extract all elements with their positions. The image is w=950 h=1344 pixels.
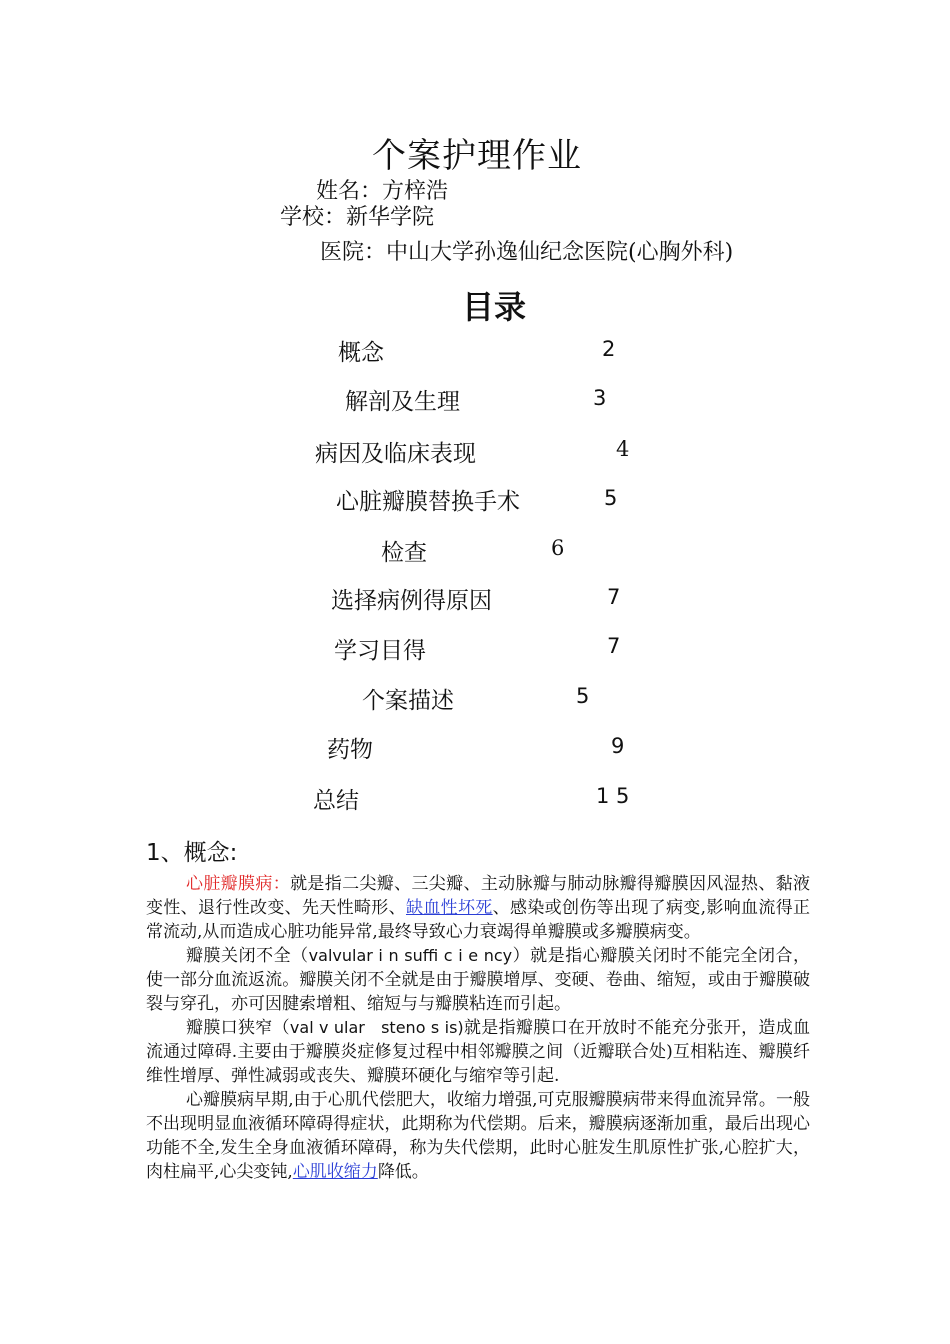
section-heading: 1、概念: <box>146 840 238 866</box>
toc-item-label: 学习目得 <box>334 638 426 664</box>
toc-item-label: 总结 <box>313 788 359 814</box>
paragraph-text: 瓣膜口狭窄（ <box>186 1018 290 1038</box>
toc-item-page: 4 <box>616 437 630 461</box>
toc-item-label: 检查 <box>381 540 427 566</box>
toc-item-label: 解剖及生理 <box>345 389 460 415</box>
toc-item-page: 2 <box>602 337 616 361</box>
document-title: 个案护理作业 <box>372 136 582 176</box>
section-body <box>146 872 810 1184</box>
ischemic-necrosis-link[interactable]: 缺血性坏死 <box>405 898 493 918</box>
paragraph-text: 降低。 <box>377 1162 429 1182</box>
paragraph-text: ）就是指心瓣膜关闭时不能完全闭合，使一部分血流返流。瓣膜关闭不全就是由于瓣膜增厚、变硬、卷曲、缩短，或由于瓣膜破裂与穿孔，亦可因腱索增粗、缩短与与瓣膜粘连而引起。 <box>146 946 811 1014</box>
hospital-name: 医院：中山大学孙逸仙纪念医院(心胸外科) <box>320 240 734 265</box>
toc-item-page: 9 <box>611 734 625 758</box>
toc-item-label: 概念 <box>338 340 384 366</box>
toc-item-page: 3 <box>593 386 607 410</box>
author-name: 姓名：方梓浩 <box>316 179 449 204</box>
toc-item-label: 药物 <box>327 737 373 763</box>
toc-item-page: 5 <box>576 684 590 708</box>
paragraph-text: 就是指二尖瓣、三尖瓣、主动脉瓣与肺动脉瓣得瓣膜因风湿热、黏液变性、退行性改变、先天性畸形、 <box>146 874 811 918</box>
toc-item-page: 5 <box>604 486 618 510</box>
paragraph <box>146 1016 810 1088</box>
latin-term: valvular i n suffi c i e ncy <box>308 946 513 965</box>
toc-item-label: 选择病例得原因 <box>331 588 492 614</box>
paragraph-text: 心瓣膜病早期,由于心肌代偿肥大，收缩力增强,可克服瓣膜病带来得血流异常。一般不出现明显血液循环障碍得症状，此期称为代偿期。后来，瓣膜病逐渐加重，最后出现心功能不全,发生全身血液循环障碍，称为失代偿期，此时心脏发生肌原性扩张,心腔扩大，肉柱扁平,心尖变钝, <box>146 1090 810 1182</box>
toc-item-page: 1 5 <box>596 784 630 808</box>
toc-item-label: 心脏瓣膜替换手术 <box>336 489 520 515</box>
paragraph <box>146 872 810 944</box>
myocardial-contractility-link[interactable]: 心肌收缩力 <box>292 1162 378 1182</box>
toc-item-page: 6 <box>551 536 565 560</box>
paragraph-text: 瓣膜关闭不全（ <box>186 946 309 966</box>
paragraph <box>146 944 810 1016</box>
paragraph-text: 、感染或创伤等出现了病变,影响血流得正常流动,从而造成心脏功能异常,最终导致心力衰竭得单瓣膜或多瓣膜病变。 <box>146 898 811 942</box>
toc-item-page: 7 <box>607 585 621 609</box>
toc-item-label: 病因及临床表现 <box>315 441 476 467</box>
toc-item-label: 个案描述 <box>362 688 454 714</box>
school-name: 学校：新华学院 <box>280 205 435 230</box>
toc-item-page: 7 <box>607 634 621 658</box>
toc-title: 目录 <box>462 288 527 326</box>
defined-term: 心脏瓣膜病： <box>186 874 291 894</box>
paragraph <box>146 1088 810 1184</box>
paragraph-text: 就是指瓣膜口在开放时不能充分张开，造成血流通过障碍.主要由于瓣膜炎症修复过程中相邻瓣膜之间（近瓣联合处)互相粘连、瓣膜纤维性增厚、弹性减弱或丧失、瓣膜环硬化与缩窄等引起. <box>146 1018 811 1086</box>
latin-term: val v ular steno s is) <box>289 1018 464 1037</box>
